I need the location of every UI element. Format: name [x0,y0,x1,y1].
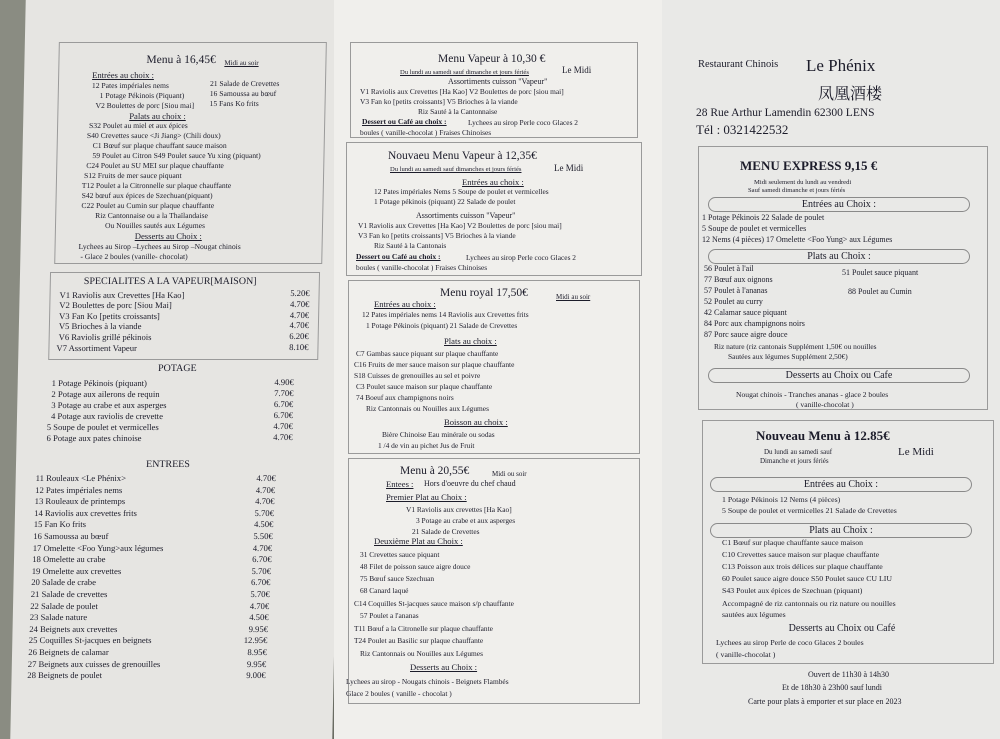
menu-1645-plat: S12 Fruits de mer sauce piquant [83,171,182,180]
vapeur-title: SPECIALITES A LA VAPEUR[MAISON] [83,276,257,287]
vapeur-1030-head: Assortiments cuisson "Vapeur" [448,77,548,86]
vapeur-1235-entree: 1 Potage pékinois (piquant) 22 Salade de poulet [374,197,516,206]
entree-item-name: 25 Coquilles St-jacques en beignets [28,635,152,646]
restaurant-name: Le Phénix [806,56,876,75]
hours-line: Et de 18h30 à 23h00 sauf lundi [782,683,882,692]
menu-1645-entree: 12 Pates impériales nems [91,81,170,90]
express-sub: Sauf samedi dimanche et jours fériés [748,187,846,194]
menu-1645-entree: 1 Potage Pékinois (Piquant) [99,91,185,100]
menu-2055-dessert: Lychees au sirop - Nougats chinois - Beignets Flambés [346,677,509,686]
potage-title: POTAGE [157,363,197,374]
vapeur-1235-head: Assortiments cuisson "Vapeur" [416,211,516,220]
hours-line: Ouvert de 11h30 à 14h30 [808,670,890,679]
royal-plats-head: Plats au choix : [444,336,497,346]
express-plat: 56 Poulet à l'ail [704,264,754,273]
vapeur-item: V5 Brioches à la viande [58,321,142,331]
royal-boisson-head: Boisson au choix : [444,417,508,427]
entree-item-name: 23 Salade nature [29,612,88,623]
vapeur-price: 5.20€ [290,288,310,298]
royal-boisson: Bière Chinoise Eau minérale ou sodas [382,430,495,439]
entree-item-price: 4.50€ [253,519,274,530]
nouveau-plat: Accompagné de riz cantonnais ou riz nature ou nouilles [722,599,896,608]
vapeur-1030-midi: Le Midi [562,65,592,75]
menu-1645-entree: V2 Boulettes de porc [Siou mai] [95,101,195,110]
entree-item-price: 6.70€ [250,577,271,588]
royal-entree: 12 Pates impériales nems 14 Raviolis aux Crevettes frits [362,310,529,319]
menu-1645-plat: C22 Poulet au Cumin sur plaque chauffante [81,201,215,210]
nouveau-sub: Dimanche et jours fériés [760,457,829,465]
menu-2055-p1-item: 21 Salade de Crevettes [412,527,480,536]
vapeur-1235-line: V3 Fan ko [petits croissants] V5 Brioches à la viande [358,231,516,240]
vapeur-item: V1 Raviolis aux Crevettes [Ha Kao] [59,290,185,300]
nouveau-dessert: ( vanille-chocolat ) [716,650,776,659]
vapeur-1235-dessert: boules ( vanille-chocolat ) Fraises Chinoises [356,263,488,272]
restaurant-type: Restaurant Chinois [698,59,779,70]
express-plat: 51 Poulet sauce piquant [842,268,919,277]
nouveau-plat: 60 Poulet sauce aigre douce S50 Poulet sauce CU LIU [722,574,892,583]
nouveau-plat: C1 Bœuf sur plaque chauffante sauce maison [722,538,864,547]
express-plat: 42 Calamar sauce piquant [704,308,787,317]
entree-item-name: 22 Salade de poulet [30,600,98,611]
express-entrees-bar: Entrées au Choix : [708,197,970,212]
potage-item: 4 Potage aux raviolis de crevette [50,411,164,421]
vapeur-1030-line: V1 Raviolis aux Crevettes [Ha Kao] V2 Boulettes de porc [siou mai] [360,87,564,96]
vapeur-1235-entrees-head: Entrées au choix : [462,177,524,187]
entree-item-price: 4.70€ [256,473,276,483]
potage-price: 4.70€ [273,432,293,442]
menu-2055-p1-head: Premier Plat au Choix : [386,492,467,502]
entree-item-price: 9.95€ [246,658,267,669]
menu-2055-entrees-text: Hors d'oeuvre du chef chaud [424,479,516,488]
menu-2055-p2-item: 75 Bœuf sauce Szechuan [360,574,435,583]
entree-item-name: 13 Rouleaux de printemps [34,496,126,507]
express-entree: 1 Potage Pékinois 22 Salade de poulet [702,213,825,222]
menu-2055-p2-item: 57 Poulet a l'ananas [360,611,419,620]
potage-item: 5 Soupe de poulet et vermicelles [46,422,159,432]
nouveau-entree: 1 Potage Pékinois 12 Nems (4 pièces) [722,495,841,504]
vapeur-item: V3 Fan Ko [petits croissants] [59,311,160,321]
menu-1645-plat: S32 Poulet au miel et aux épices [89,121,188,130]
potage-item: 2 Potage aux ailerons de requin [51,389,160,399]
menu-1645-plat: S40 Crevettes sauce <Ji Jiang> (Chili doux) [86,131,221,140]
entree-item-name: 16 Samoussa au bœuf [33,531,109,541]
menu-1645-plat: C1 Bœuf sur plaque chauffant sauce maison [92,141,227,150]
express-plat: 57 Poulet à l'ananas [704,286,768,295]
nouveau-title: Nouveau Menu à 12.85€ [756,428,890,443]
vapeur-1030-dessert: boules ( vanille-chocolat ) Fraises Chinoises [360,128,492,137]
royal-note: Midi au soir [556,293,591,301]
menu-1645-desserts-head: Desserts au Choix : [134,231,202,241]
potage-price: 4.70€ [273,421,293,431]
royal-plat: C7 Gambas sauce piquant sur plaque chauffante [356,349,499,358]
entree-item-name: 12 Pates impériales nems [35,484,123,495]
royal-entrees-head: Entrées au choix : [374,299,436,309]
menu-2055-p2-head: Deuxième Plat au Choix : [374,536,463,546]
express-plat: 88 Poulet au Cumin [848,287,912,296]
entree-item-price: 4.70€ [252,542,273,553]
express-plat: 84 Porc aux champignons noirs [704,319,805,328]
entree-item-price: 4.50€ [249,612,269,623]
express-plat: 52 Poulet au curry [704,297,763,306]
menu-2055-p2-item: 31 Crevettes sauce piquant [360,550,440,559]
hours-line: Carte pour plats à emporter et sur place en 2023 [748,697,902,706]
potage-price: 7.70€ [274,388,294,398]
vapeur-1030-dessert-head: Dessert ou Café au choix : [362,117,447,126]
entree-item-name: 28 Beignets de poulet [27,670,103,681]
express-plat: 77 Bœuf aux oignons [704,275,773,284]
nouveau-entree: 5 Soupe de poulet et vermicelles 21 Salade de Crevettes [722,506,897,515]
entree-item-price: 9.95€ [248,623,269,634]
nouveau-entrees-bar: Entrées au Choix : [710,477,972,492]
entree-item-name: 24 Beignets aux crevettes [29,623,118,634]
menu-1645-dessert: - Glace 2 boules (vanille- chocolat) [80,252,188,261]
menu-2055-p2-item: 68 Canard laqué [360,586,409,595]
menu-1645-title: Menu à 16,45€ [146,54,216,66]
entree-item-name: 18 Omelette au crabe [32,554,106,565]
menu-1645-plats-head: Palats au choix : [129,111,186,121]
vapeur-price: 6.20€ [289,331,309,341]
vapeur-item: V2 Boulettes de porc [Siou Mai] [59,300,172,310]
entree-item-price: 12.95€ [243,635,268,646]
entree-item-name: 11 Rouleaux <Le Phénix> [35,473,127,483]
restaurant-chinese-name: 凤凰酒楼 [818,84,883,103]
nouveau-plat: C13 Poisson aux trois délices sur plaque chauffante [722,562,883,571]
vapeur-item: V6 Raviolis grillé pékinois [58,332,152,342]
vapeur-1235-midi: Le Midi [554,163,584,173]
menu-1645-plat: S42 bœuf aux épices de Szechuan(piquant) [81,191,213,200]
nouveau-plat: C10 Crevettes sauce maison sur plaque chauffante [722,550,880,559]
vapeur-1030-dessert: Lychees au sirop Perle coco Glaces 2 [468,118,578,127]
menu-1645-entrees-head: Entrées au choix : [92,70,155,80]
vapeur-1235-dessert-head: Dessert ou Café au choix : [356,252,441,261]
potage-price: 6.70€ [273,410,294,420]
menu-2055-p1-item: 3 Potage au crabe et aux asperges [416,516,516,525]
potage-item: 3 Potage au crabe et aux asperges [51,400,167,410]
entree-item-name: 19 Omelette aux crevettes [31,565,122,576]
entree-item-name: 21 Salade de crevettes [30,589,108,599]
menu-1645-entree: 15 Fans Ko frits [209,99,259,108]
entree-item-price: 8.95€ [247,647,267,657]
vapeur-price: 4.70€ [289,320,310,330]
restaurant-phone: Tél : 0321422532 [696,122,789,137]
menu-1645-plat: T12 Poulet a la Citronnelle sur plaque chauffante [81,181,232,190]
vapeur-1235-line: Riz Sauté à la Cantonais [374,241,447,250]
vapeur-1030-sub: Du lundi au samedi sauf dimanche et jours fériés [400,69,529,76]
royal-plat: S18 Cuisses de grenouilles au sel et poivre [354,371,481,380]
menu-2055-note: Midi ou soir [492,470,527,478]
menu-1645-plat: Riz Cantonnaise ou a la Thaïlandaise [95,211,209,220]
menu-1645-dessert: Lychees au Sirop –Lychees au Sirop –Nougat chinois [78,242,241,251]
express-entree: 5 Soupe de poulet et vermicelles [702,224,807,233]
entree-item-name: 27 Beignets aux cuisses de grenouilles [27,658,161,669]
menu-1645-plat: C24 Poulet au SU MEI sur plaque chauffante [86,161,224,170]
menu-1645-note: Midi au soir [224,59,259,67]
potage-price: 4.90€ [274,377,294,387]
potage-item: 6 Potage aux pates chinoise [46,433,142,443]
entree-item-price: 5.70€ [250,589,270,599]
express-plat: 87 Porc sauce aigre douce [704,330,788,339]
potage-price: 6.70€ [273,399,294,409]
express-entree: 12 Nems (4 pièces) 17 Omelette <Foo Yung> aux Légumes [702,235,893,244]
vapeur-1030-line: V3 Fan ko [petits croissants] V5 Brioches à la viande [360,97,518,106]
nouveau-desserts-bar: Desserts au Choix ou Café [788,623,896,634]
menu-2055-p2-item: T11 Bœuf a la Citronelle sur plaque chauffante [354,624,493,633]
entree-item-name: 15 Fan Ko frits [33,519,87,530]
entree-item-name: 17 Omelette <Foo Yung>aux légumes [32,542,164,553]
menu-2055-p2-item: C14 Coquilles St-jacques sauce maison s/p chauffante [354,599,514,608]
vapeur-1235-title: Nouvaeu Menu Vapeur à 12,35€ [388,150,537,162]
royal-plat: C3 Poulet sauce maison sur plaque chauffante [356,382,493,391]
menu-1645-plat: 59 Poulet au Citron S49 Poulet sauce Yu xing (piquant) [92,151,261,160]
vapeur-1235-dessert: Lychees au sirop Perle coco Glaces 2 [466,253,576,262]
entree-item-price: 4.70€ [249,600,270,611]
entree-item-price: 6.70€ [252,554,272,565]
vapeur-1235-sub: Du lundi au samedi sauf dimanches et jours fériés [390,166,522,173]
entree-item-price: 4.70€ [255,484,276,495]
menu-2055-p2-item: Riz Cantonnais ou Nouilles aux Légumes [360,649,483,658]
entrees-title: ENTREES [145,459,191,470]
entree-item-price: 5.50€ [253,531,273,541]
menu-2055-title: Menu à 20,55€ [400,465,470,477]
royal-plat: C16 Fruits de mer sauce maison sur plaque chauffante [354,360,515,369]
middle-panel [334,0,664,739]
menu-1645-entree: 16 Samoussa au bœuf [209,89,277,98]
entree-item-price: 4.70€ [255,496,275,507]
express-dessert: ( vanille-chocolat ) [796,400,854,409]
nouveau-sub: Du lundi au samedi sauf [764,448,833,456]
express-plats-bar: Plats au Choix : [708,249,970,264]
vapeur-1030-title: Menu Vapeur à 10,30 € [438,53,546,65]
entree-item-price: 5.70€ [254,507,275,518]
express-desserts-bar: Desserts au Choix ou Cafe [708,368,970,383]
nouveau-plats-bar: Plats au Choix : [710,523,972,538]
royal-plat: 74 Boeuf aux champignons noirs [356,393,454,402]
entree-item-name: 14 Raviolis aux crevettes frits [34,507,137,518]
vapeur-1030-line: Riz Sauté à la Cantonnaise [418,107,498,116]
vapeur-price: 4.70€ [289,310,310,320]
royal-plat: Riz Cantonnais ou Nouilles aux Légumes [366,404,489,413]
restaurant-address: 28 Rue Arthur Lamendin 62300 LENS [696,107,875,119]
entree-item-name: 20 Salade de crabe [31,577,97,588]
vapeur-1235-line: V1 Raviolis aux Crevettes [Ha Kao] V2 Boulettes de porc [siou mai] [358,221,562,230]
entree-item-name: 26 Beignets de calamar [28,647,109,657]
royal-title: Menu royal 17,50€ [440,287,528,299]
menu-2055-dessert: Glace 2 boules ( vanille - chocolat ) [346,689,452,698]
right-panel [662,0,1000,739]
menu-2055-p1-item: V1 Raviolis aux crevettes [Ha Kao] [406,505,512,514]
express-title: MENU EXPRESS 9,15 € [740,158,878,173]
nouveau-plat: sautées aux légumes [722,610,786,619]
express-sub: Midi seulement du lundi au vendredi [754,179,852,186]
entree-item-price: 5.70€ [251,565,272,576]
menu-2055-entrees-label: Entees : [386,479,414,489]
vapeur-price: 8.10€ [289,342,309,352]
potage-item: 1 Potage Pékinois (piquant) [51,378,148,388]
menu-2055-p2-item: T24 Poulet au Basilic sur plaque chauffante [354,636,484,645]
vapeur-1235-entree: 12 Pates impériales Nems 5 Soupe de poulet et vermicelles [374,187,549,196]
left-panel [10,0,347,739]
royal-entree: 1 Potage Pékinois (piquant) 21 Salade de Crevettes [366,321,518,330]
express-riz: Sautées aux légumes Supplément 2,50€) [728,352,848,361]
menu-1645-entree: 21 Salade de Crevettes [209,79,280,88]
express-dessert: Nougat chinois - Tranches ananas - glace 2 boules [736,390,889,399]
vapeur-price: 4.70€ [289,299,310,309]
menu-2055-p2-item: 48 Filet de poisson sauce aigre douce [360,562,471,571]
nouveau-midi: Le Midi [898,446,934,458]
royal-boisson: 1 /4 de vin au pichet Jus de Fruit [378,441,475,450]
nouveau-dessert: Lychees au sirop Perle de coco Glaces 2 boules [716,638,864,647]
menu-1645-plat: Ou Nouilles sautés aux Légumes [104,221,206,230]
express-riz: Riz nature (riz cantonais Supplément 1,50€ ou nouilles [714,342,877,351]
entree-item-price: 9.00€ [246,670,266,681]
menu-2055-desserts-head: Desserts au Choix : [410,662,478,672]
nouveau-plat: S43 Poulet aux épices de Szechuan (piquant) [722,586,863,595]
vapeur-item: V7 Assortiment Vapeur [56,343,138,353]
